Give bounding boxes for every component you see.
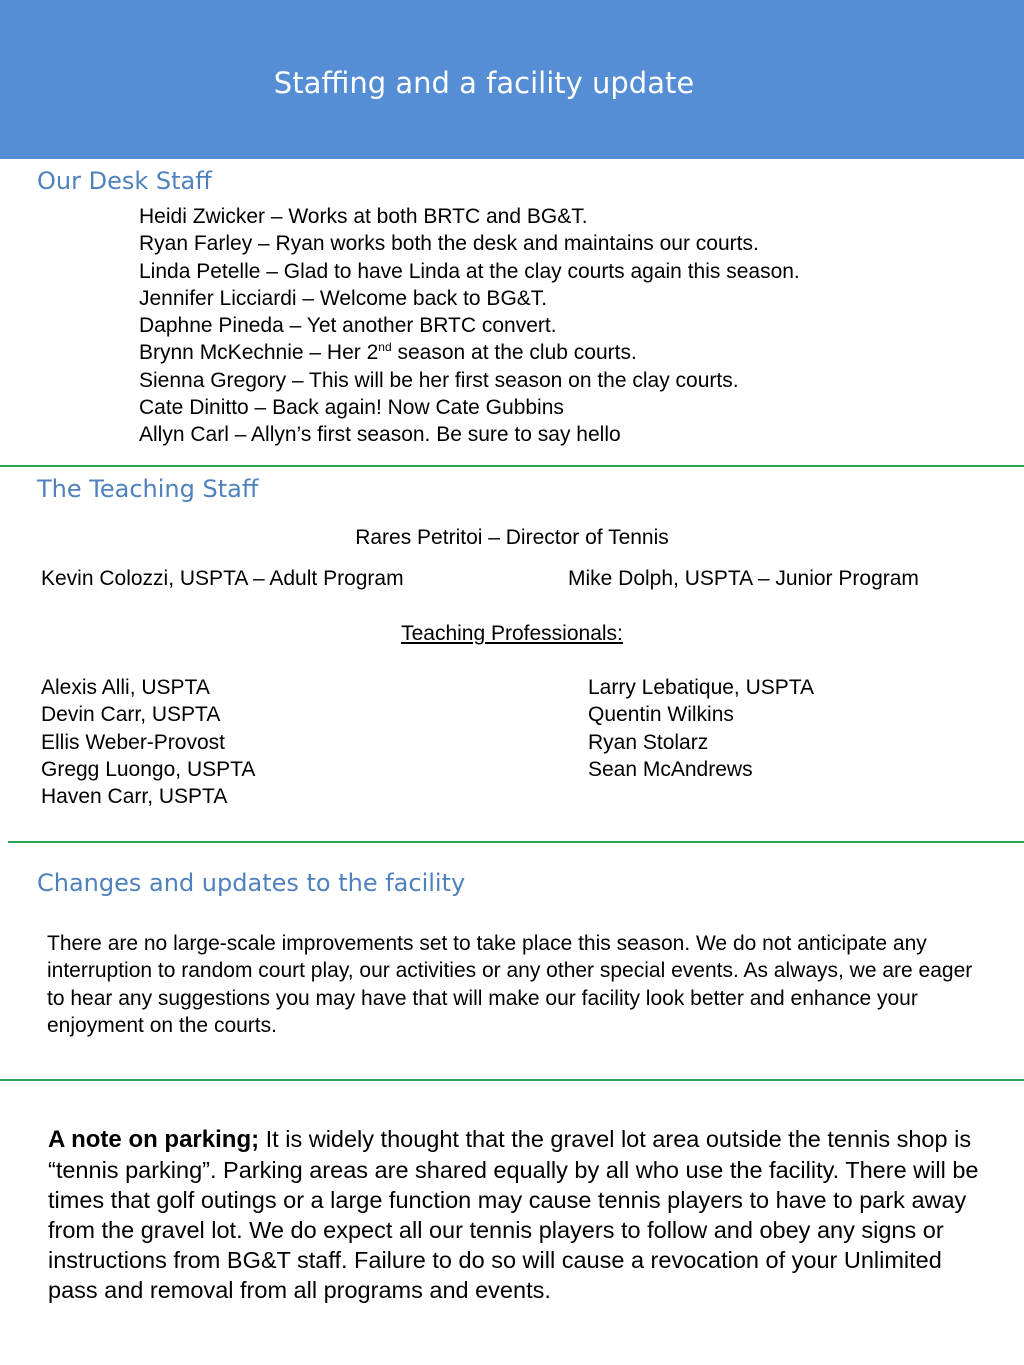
list-item: Ryan Stolarz	[588, 730, 709, 754]
parking-note-label: A note on parking;	[48, 1126, 260, 1153]
desk-staff-heading: Our Desk Staff	[37, 167, 212, 195]
list-item: Sean McAndrews	[588, 757, 753, 781]
list-item: Daphne Pineda – Yet another BRTC convert.	[139, 314, 557, 338]
list-item: Ryan Farley – Ryan works both the desk and maintains our courts.	[139, 232, 759, 256]
teaching-staff-heading: The Teaching Staff	[37, 475, 259, 503]
list-item-text: season at the club courts.	[391, 341, 637, 365]
desk-staff-list	[139, 203, 800, 449]
list-item: Gregg Luongo, USPTA	[41, 757, 256, 781]
list-item: Cate Dinitto – Back again! Now Cate Gubbins	[139, 396, 564, 420]
director-line: Rares Petritoi – Director of Tennis	[355, 526, 669, 549]
adult-program-line: Kevin Colozzi, USPTA – Adult Program	[41, 567, 404, 590]
list-item: Jennifer Licciardi – Welcome back to BG&T.	[139, 286, 548, 310]
parking-note-body: It is widely thought that the gravel lot area outside the tennis shop is “tennis parking”. Parking areas are shared equally by all who use the facility. There will be times that golf outings or a large function may cause tennis players to have to park away from the gravel lot. We do expect all our tennis players to follow and obey any signs or instructions from BG&T staff. Failure to do so will cause a revocation of your Unlimited pass and removal from all programs and events.	[48, 1126, 979, 1303]
section-divider	[0, 465, 1024, 467]
title-banner	[0, 0, 1024, 159]
section-divider	[0, 1079, 1024, 1081]
facility-heading: Changes and updates to the facility	[37, 869, 466, 897]
list-item-text: Brynn McKechnie – Her 2	[139, 341, 379, 365]
list-item: Heidi Zwicker – Works at both BRTC and BG&T.	[139, 205, 588, 228]
list-item	[139, 339, 800, 366]
junior-program-line: Mike Dolph, USPTA – Junior Program	[568, 567, 919, 590]
list-item: Alexis Alli, USPTA	[41, 676, 210, 699]
list-item: Allyn Carl – Allyn’s first season. Be sure to say hello	[139, 423, 621, 447]
teaching-pros-right	[588, 674, 814, 783]
list-item: Haven Carr, USPTA	[41, 785, 228, 809]
ordinal-suffix: nd	[378, 340, 392, 355]
list-item: Sienna Gregory – This will be her first season on the clay courts.	[139, 368, 739, 392]
list-item: Linda Petelle – Glad to have Linda at the clay courts again this season.	[139, 259, 800, 283]
teaching-pros-left	[41, 674, 255, 810]
section-divider	[8, 841, 1024, 843]
parking-note	[48, 1124, 983, 1305]
list-item: Larry Lebatique, USPTA	[588, 676, 815, 699]
facility-paragraph: There are no large-scale improvements set to take place this season. We do not anticipate any interruption to random court play, our activities or any other special events. As always, we are eager to hear any suggestions you may have that will make our facility look better and enhance your enjoyment on the courts.	[47, 932, 973, 1037]
teaching-pros-label: Teaching Professionals:	[401, 622, 623, 645]
list-item: Quentin Wilkins	[588, 703, 734, 727]
page-title: Staffing and a facility update	[273, 66, 695, 100]
list-item: Ellis Weber-Provost	[41, 730, 225, 754]
list-item: Devin Carr, USPTA	[41, 703, 221, 727]
